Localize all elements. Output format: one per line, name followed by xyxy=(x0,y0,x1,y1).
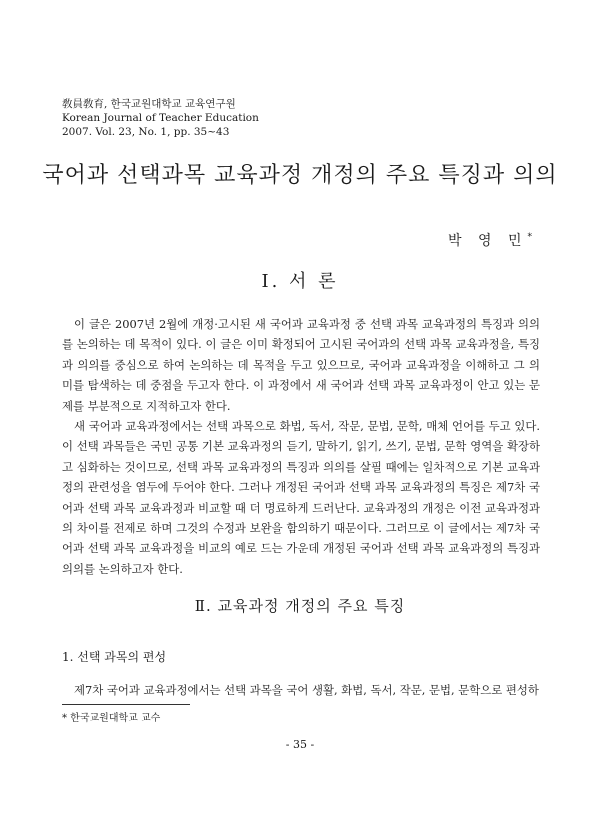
paragraph: 이 글은 2007년 2월에 개정·고시된 새 국어과 교육과정 중 선택 과목 교육과정의 특징과 의의를 논의하는 데 목적이 있다. 이 글은 이미 확정되어 고시된 국어과의 선택 과목 교육과정을, 특징과 의의를 중심으로 하여 논의하는 데 목적을 두고 있으므로, 국어과 교육과정을 이해하고 그 의미를 탐색하는 데 중점을 두고자 한다. 이 과정에서 새 국어과 선택 과목 교육과정이 안고 있는 문제를 부분적으로 지적하고자 한다. xyxy=(62,317,540,413)
journal-header xyxy=(62,97,259,139)
journal-name-english: Korean Journal of Teacher Education xyxy=(62,112,259,124)
journal-citation: 2007. Vol. 23, No. 1, pp. 35~43 xyxy=(62,126,230,138)
paragraph: 새 국어과 교육과정에서는 선택 과목으로 화법, 독서, 작문, 문법, 문학, 매체 언어를 두고 있다. 이 선택 과목들은 국민 공통 기본 교육과정의 듣기, 말하기, 읽기, 쓰기, 문법, 문학 영역을 확장하고 심화하는 것이므로, 선택 과목 교육과정의 특징과 의의를 살필 때에는 일차적으로 기본 교육과정의 관련성을 염두에 두어야 한다. 그러나 개정된 국어과 선택 과목 교육과정의 특징은 제7차 국어과 선택 과목 교육과정과 비교할 때 더 명료하게 드러난다. 교육과정의 개정은 이전 교육과정과의 차이를 전제로 하며 그것의 수정과 보완을 함의하기 때문이다. 그러므로 이 글에서는 제7차 국어과 선택 과목 교육과정을 비교의 예로 드는 가운데 개정된 국어과 선택 과목 교육과정의 특징과 의의를 논의하고자 한다. xyxy=(62,419,540,576)
introduction-body xyxy=(62,314,540,579)
paper-title: 국어과 선택과목 교육과정 개정의 주요 특징과 의의 xyxy=(42,163,558,188)
author-name: 박 영 민 xyxy=(448,233,528,249)
footnote-divider xyxy=(62,704,190,705)
author xyxy=(448,230,532,250)
subsection-heading: 1. 선택 과목의 편성 xyxy=(62,650,167,664)
author-footnote-mark: * xyxy=(527,232,532,243)
section-heading-main-features: Ⅱ. 교육과정 개정의 주요 특징 xyxy=(194,597,406,615)
section2-body xyxy=(62,680,540,700)
page-number: - 35 - xyxy=(285,738,315,751)
paragraph: 제7차 국어과 교육과정에서는 선택 과목을 국어 생활, 화법, 독서, 작문, 문법, 문학으로 편성하 xyxy=(74,683,539,697)
section-heading-introduction: Ⅰ. 서 론 xyxy=(261,271,339,292)
footnote: * 한국교원대학교 교수 xyxy=(62,713,161,724)
journal-name-korean: 敎員敎育, 한국교원대학교 교육연구원 xyxy=(62,98,236,110)
